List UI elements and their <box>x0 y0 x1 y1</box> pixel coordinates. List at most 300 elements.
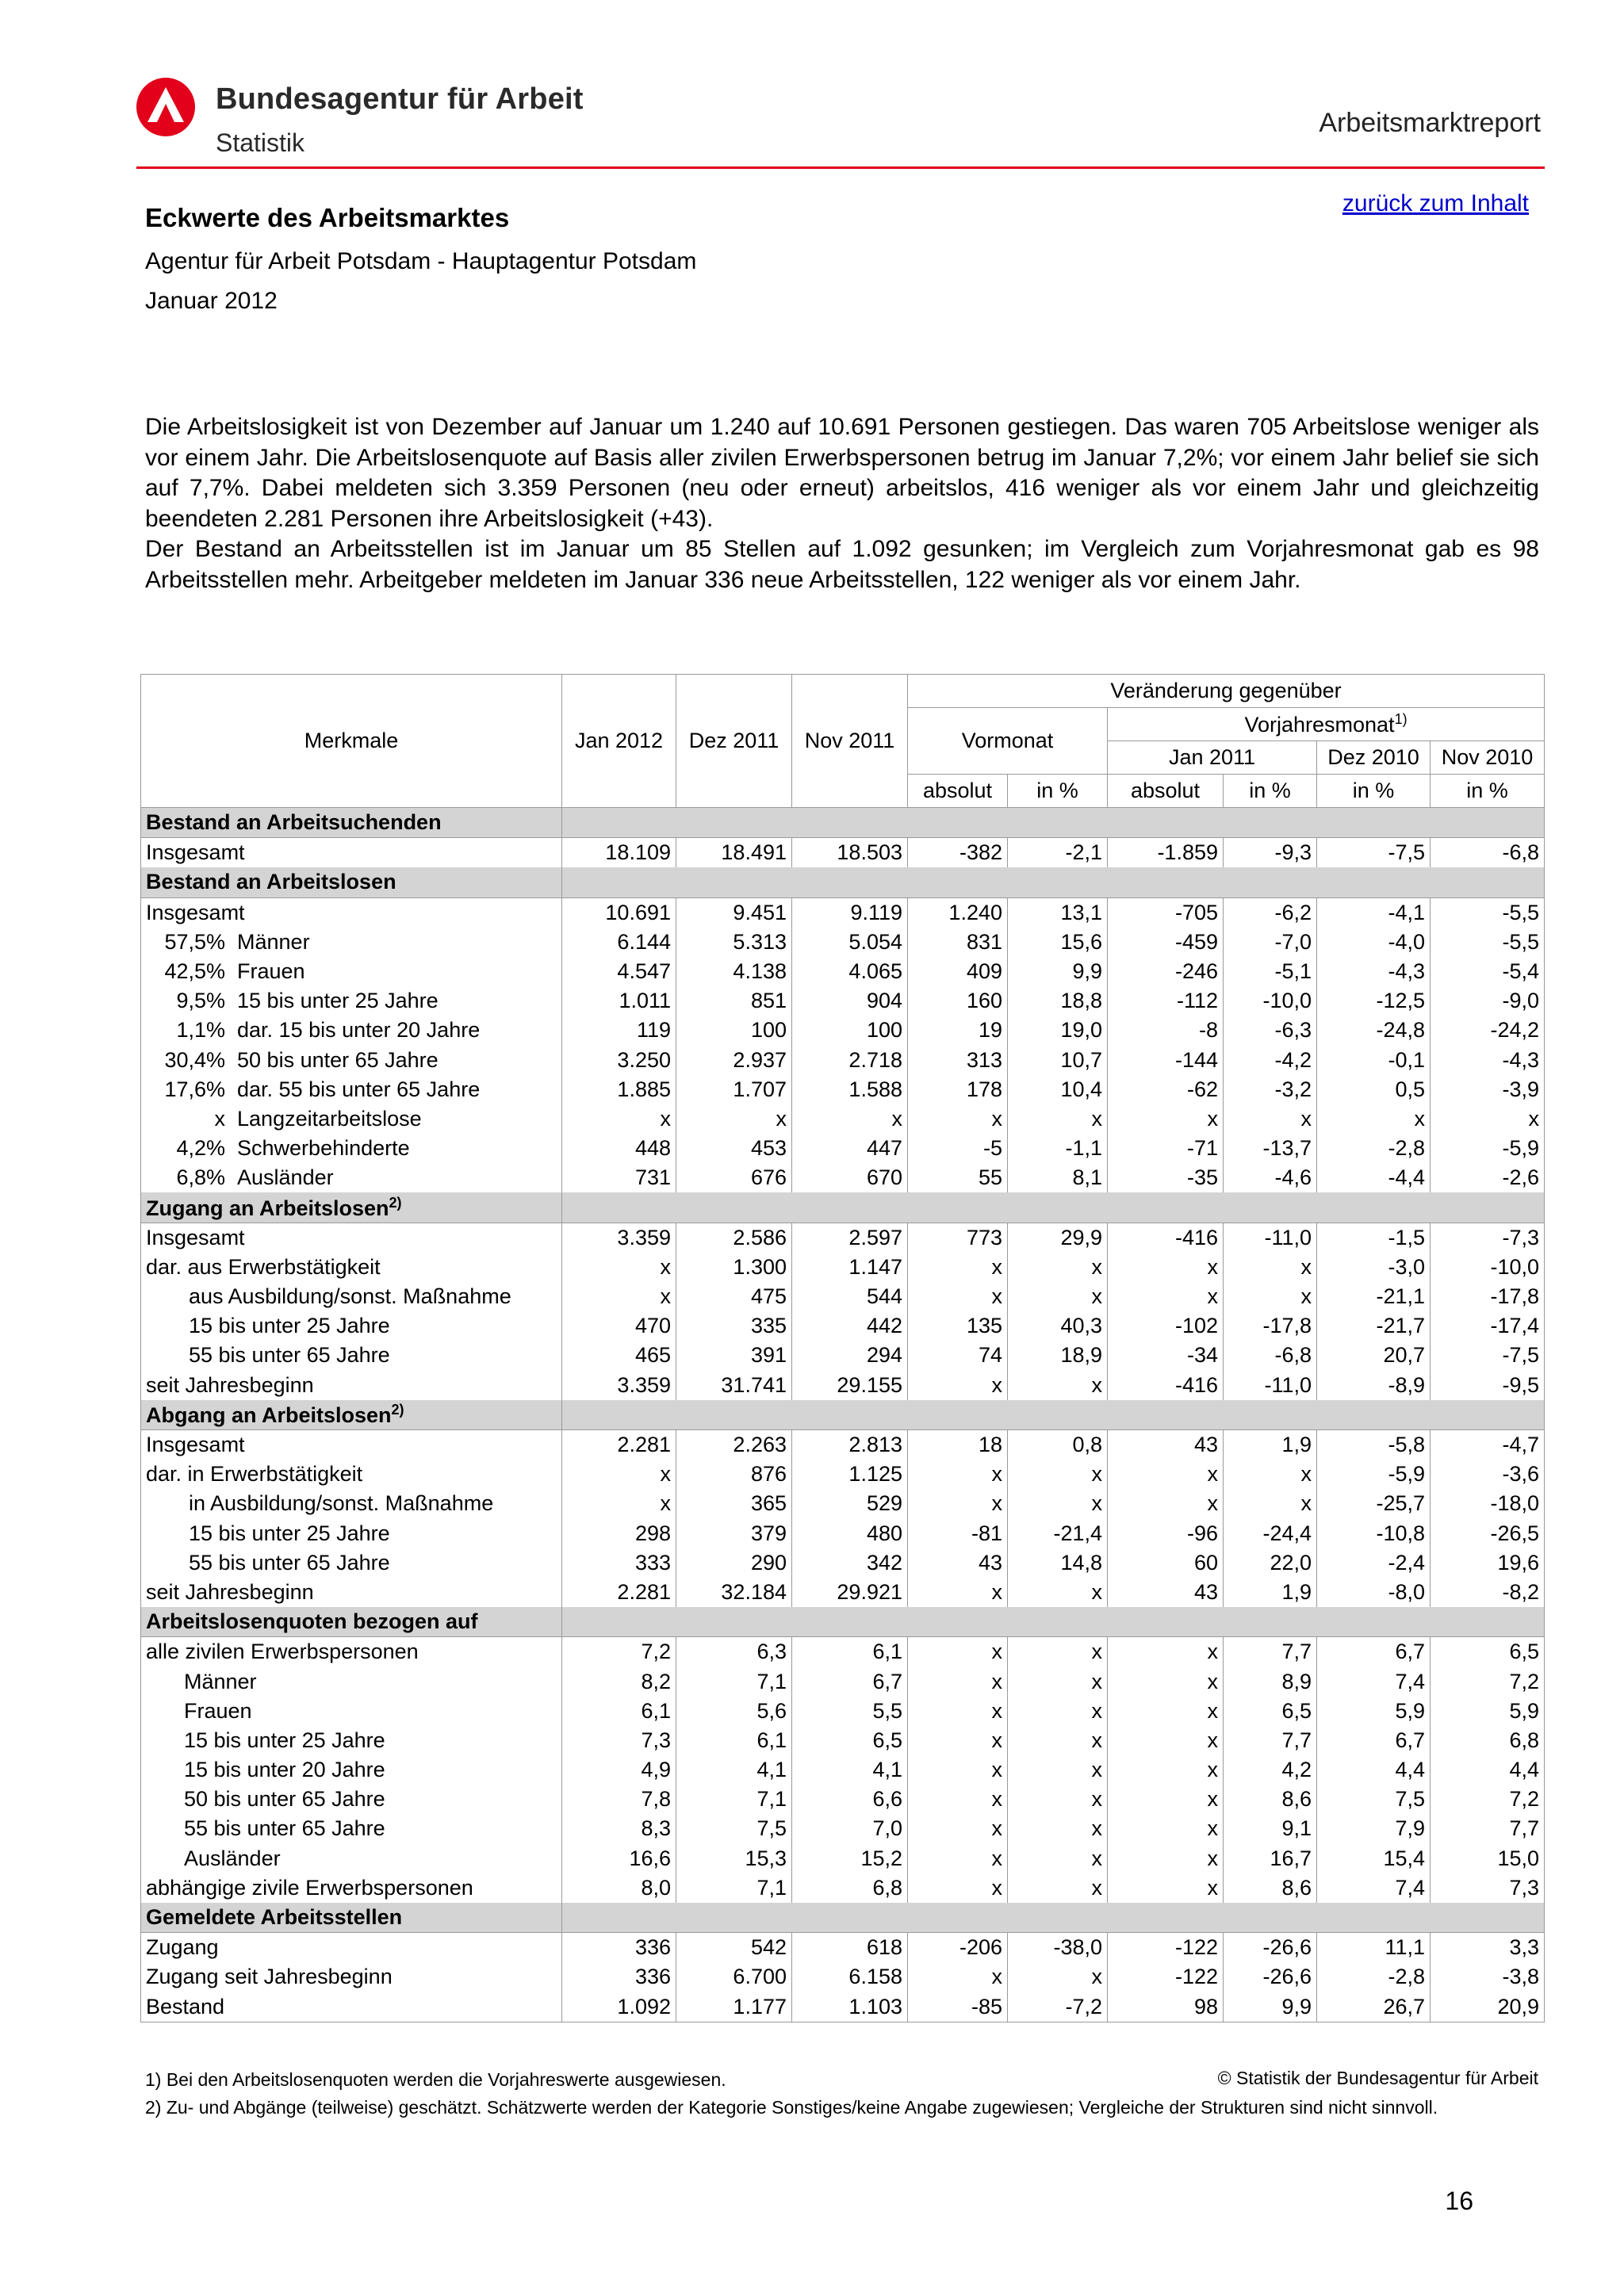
value-cell: x <box>908 1873 1008 1903</box>
row-label: Langzeitarbeitslose <box>237 1106 422 1131</box>
value-cell: 14,8 <box>1008 1548 1108 1578</box>
row-label-cell <box>141 1371 562 1400</box>
value-cell: 6.158 <box>792 1962 908 1992</box>
row-label: alle zivilen Erwerbspersonen <box>146 1640 419 1664</box>
value-cell: x <box>1108 1785 1224 1814</box>
header-pct-jan-2011: in % <box>1224 775 1317 808</box>
value-cell: 13,1 <box>1008 897 1108 928</box>
header-dez-2011: Dez 2011 <box>676 675 792 808</box>
table-row <box>141 1075 1545 1104</box>
row-label: seit Jahresbeginn <box>146 1579 314 1604</box>
section-title-text: Abgang an Arbeitslosen <box>146 1402 392 1427</box>
value-cell: 18,9 <box>1008 1341 1108 1370</box>
value-cell: x <box>1008 1253 1108 1282</box>
row-label: seit Jahresbeginn <box>146 1372 314 1397</box>
value-cell: x <box>1008 1755 1108 1785</box>
value-cell: -11,0 <box>1224 1371 1317 1400</box>
value-cell: 100 <box>676 1016 792 1045</box>
value-cell: x <box>1224 1489 1317 1518</box>
section-header-row <box>141 1192 1545 1223</box>
table-row <box>141 1962 1545 1992</box>
value-cell: 773 <box>908 1223 1008 1253</box>
header-dez-2010: Dez 2010 <box>1317 741 1431 775</box>
value-cell: 60 <box>1108 1548 1224 1578</box>
value-cell: 8,1 <box>1008 1163 1108 1192</box>
value-cell: 7,2 <box>1431 1667 1545 1696</box>
value-cell: -4,2 <box>1224 1046 1317 1075</box>
value-cell: x <box>1108 1104 1224 1134</box>
section-fill <box>562 1903 1545 1933</box>
value-cell: x <box>792 1104 908 1134</box>
value-cell: -12,5 <box>1317 986 1431 1016</box>
section-title-text: Bestand an Arbeitslosen <box>146 870 396 894</box>
section-title-text: Zugang an Arbeitslosen <box>146 1196 389 1220</box>
value-cell: x <box>1008 1371 1108 1400</box>
value-cell: 7,2 <box>1431 1785 1545 1814</box>
value-cell: 442 <box>792 1311 908 1341</box>
header-divider <box>136 166 1545 169</box>
value-cell: -5,4 <box>1431 957 1545 986</box>
value-cell: 1.588 <box>792 1075 908 1104</box>
row-label-cell <box>141 838 562 868</box>
value-cell: 6,5 <box>792 1726 908 1755</box>
table-row <box>141 1429 1545 1460</box>
value-cell: -26,5 <box>1431 1519 1545 1548</box>
value-cell: 1.092 <box>562 1992 676 2022</box>
value-cell: -3,6 <box>1431 1460 1545 1489</box>
value-cell: 876 <box>676 1460 792 1489</box>
table-row <box>141 1785 1545 1814</box>
value-cell: 15,3 <box>676 1844 792 1873</box>
value-cell: 7,9 <box>1317 1814 1431 1843</box>
value-cell: 3,3 <box>1431 1933 1545 1963</box>
labor-market-table <box>140 674 1545 2022</box>
value-cell: 15,2 <box>792 1844 908 1873</box>
row-label-cell <box>141 1223 562 1253</box>
value-cell: 7,5 <box>676 1814 792 1843</box>
row-label: Bestand <box>146 1994 225 2019</box>
row-label: 15 bis unter 25 Jahre <box>189 1521 390 1545</box>
value-cell: 6,8 <box>1431 1726 1545 1755</box>
value-cell: -5,8 <box>1317 1429 1431 1460</box>
table-row <box>141 1311 1545 1341</box>
value-cell: x <box>562 1282 676 1311</box>
section-header-row <box>141 1607 1545 1637</box>
value-cell: 0,5 <box>1317 1075 1431 1104</box>
row-label-cell <box>141 1785 562 1814</box>
value-cell: x <box>908 1814 1008 1843</box>
row-label: Ausländer <box>237 1165 334 1190</box>
value-cell: -10,8 <box>1317 1519 1431 1548</box>
table-row <box>141 1489 1545 1518</box>
value-cell: 2.281 <box>562 1578 676 1607</box>
value-cell: 7,8 <box>562 1785 676 1814</box>
value-cell: 544 <box>792 1282 908 1311</box>
row-label: abhängige zivile Erwerbspersonen <box>146 1875 473 1900</box>
value-cell: -9,0 <box>1431 986 1545 1016</box>
value-cell: -9,3 <box>1224 838 1317 868</box>
header-pct-dez-2010: in % <box>1317 775 1431 808</box>
value-cell: -6,8 <box>1224 1341 1317 1370</box>
value-cell: 480 <box>792 1519 908 1548</box>
value-cell: -0,1 <box>1317 1046 1431 1075</box>
value-cell: 8,0 <box>562 1873 676 1903</box>
value-cell: 529 <box>792 1489 908 1518</box>
value-cell: x <box>676 1104 792 1134</box>
value-cell: -2,6 <box>1431 1163 1545 1192</box>
value-cell: -122 <box>1108 1933 1224 1963</box>
value-cell: 9,9 <box>1224 1992 1317 2022</box>
value-cell: -2,8 <box>1317 1134 1431 1163</box>
section-header-row <box>141 808 1545 838</box>
row-label: Insgesamt <box>146 1433 245 1457</box>
value-cell: 453 <box>676 1134 792 1163</box>
value-cell: 29.155 <box>792 1371 908 1400</box>
value-cell: -2,4 <box>1317 1548 1431 1578</box>
row-label-cell <box>141 986 562 1016</box>
header-nov-2011: Nov 2011 <box>792 675 908 808</box>
value-cell: x <box>1317 1104 1431 1134</box>
row-label: dar. 15 bis unter 20 Jahre <box>237 1018 481 1043</box>
value-cell: x <box>908 1637 1008 1667</box>
value-cell: -5,1 <box>1224 957 1317 986</box>
row-label: dar. aus Erwerbstätigkeit <box>146 1254 381 1279</box>
value-cell: 731 <box>562 1163 676 1192</box>
value-cell: 1.300 <box>676 1253 792 1282</box>
header-jan-2012: Jan 2012 <box>562 675 676 808</box>
row-label: 50 bis unter 65 Jahre <box>184 1787 385 1812</box>
value-cell: -102 <box>1108 1311 1224 1341</box>
value-cell: 18.503 <box>792 838 908 868</box>
table-row <box>141 957 1545 986</box>
value-cell: x <box>908 1460 1008 1489</box>
value-cell: x <box>1008 1460 1108 1489</box>
value-cell: 6,7 <box>1317 1637 1431 1667</box>
summary-text <box>145 412 1539 595</box>
value-cell: 448 <box>562 1134 676 1163</box>
share-percent: 57,5% <box>164 929 225 954</box>
section-title <box>141 1903 562 1933</box>
table-row <box>141 1992 1545 2022</box>
row-label-cell <box>141 1726 562 1755</box>
value-cell: 379 <box>676 1519 792 1548</box>
value-cell: -85 <box>908 1992 1008 2022</box>
value-cell: 3.359 <box>562 1223 676 1253</box>
value-cell: 6,5 <box>1224 1697 1317 1726</box>
value-cell: 8,9 <box>1224 1667 1317 1696</box>
table-row <box>141 1548 1545 1578</box>
table-row <box>141 1726 1545 1755</box>
share-percent: 9,5% <box>176 989 225 1013</box>
summary-paragraph-1: Die Arbeitslosigkeit ist von Dezember auf Januar um 1.240 auf 10.691 Personen gestiegen. Das waren 705 Arbeitslose weniger als vor einem Jahr. Die Arbeitslosenquote auf Basis aller zivilen Erwerbspersonen betrug im Januar 7,2%; vor einem Jahr belief sie sich auf 7,7%. Dabei meldeten sich 3.359 Personen (neu oder erneut) arbeitslos, 416 weniger als vor einem Jahr und gleichzeitig beendeten 2.281 Personen ihre Arbeitslosigkeit (+43). <box>145 414 1539 532</box>
table-row <box>141 1371 1545 1400</box>
value-cell: 4,4 <box>1317 1755 1431 1785</box>
value-cell: x <box>908 1755 1008 1785</box>
value-cell: -8,0 <box>1317 1578 1431 1607</box>
value-cell: 1.240 <box>908 897 1008 928</box>
value-cell: -4,3 <box>1431 1046 1545 1075</box>
header-merkmale: Merkmale <box>141 675 562 808</box>
share-percent: x <box>214 1106 225 1131</box>
row-label-cell <box>141 1962 562 1992</box>
value-cell: 670 <box>792 1163 908 1192</box>
section-title <box>141 867 562 897</box>
value-cell: 43 <box>1108 1578 1224 1607</box>
value-cell: 100 <box>792 1016 908 1045</box>
value-cell: 7,1 <box>676 1873 792 1903</box>
table-row <box>141 1460 1545 1489</box>
value-cell: x <box>1108 1460 1224 1489</box>
value-cell: x <box>1108 1873 1224 1903</box>
row-label: Zugang <box>146 1935 219 1960</box>
value-cell: 409 <box>908 957 1008 986</box>
value-cell: 4,1 <box>792 1755 908 1785</box>
row-label: Frauen <box>184 1698 252 1723</box>
value-cell: -8 <box>1108 1016 1224 1045</box>
value-cell: -7,5 <box>1431 1341 1545 1370</box>
value-cell: 1.103 <box>792 1992 908 2022</box>
value-cell: 2.937 <box>676 1046 792 1075</box>
value-cell: 7,4 <box>1317 1667 1431 1696</box>
row-label: 15 bis unter 20 Jahre <box>184 1758 385 1782</box>
value-cell: 4,9 <box>562 1755 676 1785</box>
value-cell: 5.054 <box>792 928 908 957</box>
row-label: in Ausbildung/sonst. Maßnahme <box>189 1491 494 1516</box>
value-cell: 10,7 <box>1008 1046 1108 1075</box>
table-row <box>141 838 1545 868</box>
table-row <box>141 897 1545 928</box>
value-cell: -3,8 <box>1431 1962 1545 1992</box>
footnote-ref: 1) <box>1394 711 1408 727</box>
value-cell: 19,0 <box>1008 1016 1108 1045</box>
value-cell: 16,7 <box>1224 1844 1317 1873</box>
value-cell: x <box>1108 1697 1224 1726</box>
value-cell: 391 <box>676 1341 792 1370</box>
header-vorjahresmonat-label: Vorjahresmonat <box>1244 713 1395 737</box>
value-cell: 542 <box>676 1933 792 1963</box>
value-cell: x <box>1008 1667 1108 1696</box>
value-cell: 7,7 <box>1431 1814 1545 1843</box>
copyright-notice: © Statistik der Bundesagentur für Arbeit <box>1217 2068 1538 2088</box>
summary-paragraph-2: Der Bestand an Arbeitsstellen ist im Januar um 85 Stellen auf 1.092 gesunken; im Vergleich zum Vorjahresmonat gab es 98 Arbeitsstellen mehr. Arbeitgeber meldeten im Januar 336 neue Arbeitsstellen, 122 weniger als vor einem Jahr. <box>145 536 1539 593</box>
section-fill <box>562 808 1545 838</box>
section-header-row <box>141 1400 1545 1430</box>
value-cell: -4,7 <box>1431 1429 1545 1460</box>
value-cell: -7,2 <box>1008 1992 1108 2022</box>
value-cell: 9.119 <box>792 897 908 928</box>
row-label-cell <box>141 957 562 986</box>
value-cell: 6,7 <box>792 1667 908 1696</box>
value-cell: 5.313 <box>676 928 792 957</box>
value-cell: 40,3 <box>1008 1311 1108 1341</box>
row-label-cell <box>141 1697 562 1726</box>
value-cell: 7,3 <box>1431 1873 1545 1903</box>
share-percent: 4,2% <box>176 1136 225 1161</box>
section-fill <box>562 1192 1545 1223</box>
value-cell: x <box>1008 1726 1108 1755</box>
value-cell: -10,0 <box>1431 1253 1545 1282</box>
section-title <box>141 1192 562 1223</box>
value-cell: 290 <box>676 1548 792 1578</box>
value-cell: 5,9 <box>1317 1697 1431 1726</box>
table-row <box>141 1282 1545 1311</box>
value-cell: 8,6 <box>1224 1873 1317 1903</box>
value-cell: 18 <box>908 1429 1008 1460</box>
value-cell: -4,1 <box>1317 897 1431 928</box>
value-cell: x <box>1224 1282 1317 1311</box>
value-cell: -382 <box>908 838 1008 868</box>
value-cell: -246 <box>1108 957 1224 986</box>
value-cell: 335 <box>676 1311 792 1341</box>
value-cell: x <box>908 1785 1008 1814</box>
section-header-row <box>141 1903 1545 1933</box>
value-cell: x <box>1008 1844 1108 1873</box>
value-cell: 676 <box>676 1163 792 1192</box>
value-cell: -7,5 <box>1317 838 1431 868</box>
row-label-cell <box>141 1341 562 1370</box>
value-cell: x <box>1108 1667 1224 1696</box>
value-cell: 6,1 <box>792 1637 908 1667</box>
value-cell: 6.700 <box>676 1962 792 1992</box>
agency-logo-icon <box>135 76 197 138</box>
value-cell: 16,6 <box>562 1844 676 1873</box>
header-absolut-jan-2011: absolut <box>1108 775 1224 808</box>
row-label: aus Ausbildung/sonst. Maßnahme <box>189 1284 511 1309</box>
value-cell: -4,0 <box>1317 928 1431 957</box>
table-row <box>141 1253 1545 1282</box>
value-cell: -1,1 <box>1008 1134 1108 1163</box>
footnote-1: 1) Bei den Arbeitslosenquoten werden die Vorjahreswerte ausgewiesen. <box>145 2069 726 2090</box>
share-percent: 30,4% <box>164 1047 225 1072</box>
value-cell: x <box>1224 1253 1317 1282</box>
row-label-cell <box>141 1460 562 1489</box>
value-cell: x <box>1108 1844 1224 1873</box>
value-cell: 7,7 <box>1224 1726 1317 1755</box>
value-cell: -4,4 <box>1317 1163 1431 1192</box>
value-cell: 160 <box>908 986 1008 1016</box>
value-cell: 851 <box>676 986 792 1016</box>
value-cell: x <box>1008 1697 1108 1726</box>
value-cell: -4,6 <box>1224 1163 1317 1192</box>
value-cell: 9.451 <box>676 897 792 928</box>
value-cell: x <box>1431 1104 1545 1134</box>
row-label-cell <box>141 1814 562 1843</box>
row-label: Insgesamt <box>146 1225 245 1249</box>
value-cell: 29.921 <box>792 1578 908 1607</box>
value-cell: 465 <box>562 1341 676 1370</box>
share-percent: 6,8% <box>176 1165 225 1190</box>
value-cell: 4.065 <box>792 957 908 986</box>
value-cell: x <box>908 1667 1008 1696</box>
value-cell: 7,3 <box>562 1726 676 1755</box>
value-cell: 294 <box>792 1341 908 1370</box>
row-label-cell <box>141 1075 562 1104</box>
row-label-cell <box>141 1667 562 1696</box>
value-cell: x <box>908 1962 1008 1992</box>
value-cell: -18,0 <box>1431 1489 1545 1518</box>
value-cell: 6,6 <box>792 1785 908 1814</box>
back-to-contents-link[interactable]: zurück zum Inhalt <box>1342 190 1529 216</box>
row-label-cell <box>141 1844 562 1873</box>
row-label-cell <box>141 1016 562 1045</box>
value-cell: 18,8 <box>1008 986 1108 1016</box>
value-cell: -10,0 <box>1224 986 1317 1016</box>
value-cell: x <box>1224 1460 1317 1489</box>
row-label: 15 bis unter 25 Jahre <box>189 1314 390 1338</box>
value-cell: -9,5 <box>1431 1371 1545 1400</box>
share-percent: 17,6% <box>164 1077 225 1101</box>
value-cell: -416 <box>1108 1223 1224 1253</box>
table-row <box>141 1697 1545 1726</box>
value-cell: 904 <box>792 986 908 1016</box>
value-cell: x <box>908 1253 1008 1282</box>
value-cell: -8,2 <box>1431 1578 1545 1607</box>
value-cell: 31.741 <box>676 1371 792 1400</box>
value-cell: 7,1 <box>676 1667 792 1696</box>
value-cell: 6,1 <box>562 1697 676 1726</box>
value-cell: 55 <box>908 1163 1008 1192</box>
value-cell: -35 <box>1108 1163 1224 1192</box>
value-cell: 74 <box>908 1341 1008 1370</box>
header-vormonat: Vormonat <box>908 708 1108 775</box>
org-name: Bundesagentur für Arbeit <box>216 82 584 116</box>
value-cell: 9,9 <box>1008 957 1108 986</box>
value-cell: x <box>908 1726 1008 1755</box>
value-cell: 18.491 <box>676 838 792 868</box>
value-cell: -3,0 <box>1317 1253 1431 1282</box>
value-cell: -13,7 <box>1224 1134 1317 1163</box>
value-cell: 2.597 <box>792 1223 908 1253</box>
row-label: 15 bis unter 25 Jahre <box>237 989 439 1013</box>
page-title: Eckwerte des Arbeitsmarktes <box>145 203 510 232</box>
value-cell: -8,9 <box>1317 1371 1431 1400</box>
value-cell: -17,8 <box>1431 1282 1545 1311</box>
value-cell: 8,6 <box>1224 1785 1317 1814</box>
value-cell: 5,5 <box>792 1697 908 1726</box>
row-label-cell <box>141 1873 562 1903</box>
table-row <box>141 1755 1545 1785</box>
value-cell: 178 <box>908 1075 1008 1104</box>
value-cell: 5,6 <box>676 1697 792 1726</box>
report-month: Januar 2012 <box>145 288 278 314</box>
section-title <box>141 1400 562 1430</box>
table-row <box>141 1223 1545 1253</box>
row-label-cell <box>141 1992 562 2022</box>
value-cell: x <box>1008 1282 1108 1311</box>
value-cell: -705 <box>1108 897 1224 928</box>
value-cell: 6,1 <box>676 1726 792 1755</box>
row-label: dar. in Erwerbstätigkeit <box>146 1462 363 1487</box>
value-cell: x <box>1108 1814 1224 1843</box>
value-cell: 0,8 <box>1008 1429 1108 1460</box>
row-label-cell <box>141 1134 562 1163</box>
value-cell: x <box>1008 1814 1108 1843</box>
value-cell: -112 <box>1108 986 1224 1016</box>
table-row <box>141 1637 1545 1667</box>
row-label: Männer <box>237 929 310 954</box>
value-cell: -6,8 <box>1431 838 1545 868</box>
value-cell: 333 <box>562 1548 676 1578</box>
value-cell: 4,1 <box>676 1755 792 1785</box>
row-label-cell <box>141 1104 562 1134</box>
value-cell: 19 <box>908 1016 1008 1045</box>
table-row <box>141 1046 1545 1075</box>
row-label-cell <box>141 1429 562 1460</box>
value-cell: 6,8 <box>792 1873 908 1903</box>
value-cell: x <box>1108 1253 1224 1282</box>
row-label-cell <box>141 1578 562 1607</box>
header-nov-2010: Nov 2010 <box>1431 741 1545 775</box>
